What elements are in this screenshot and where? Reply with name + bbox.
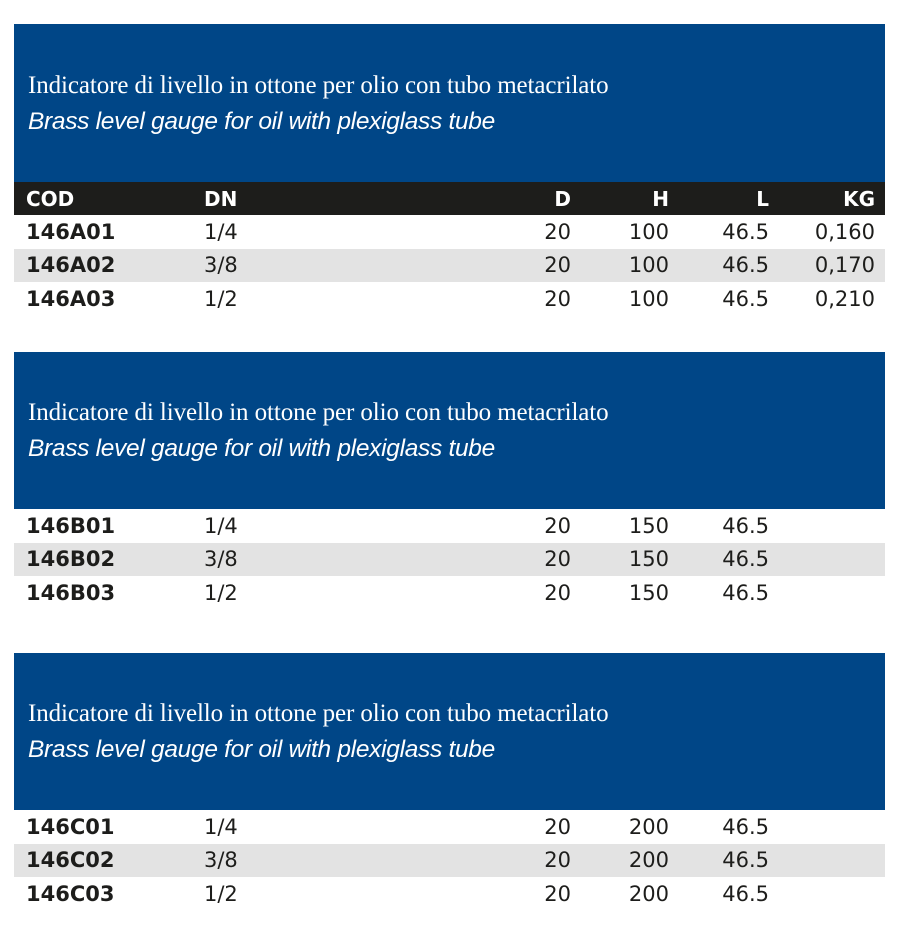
row-l: 46.5: [722, 219, 769, 244]
row-h: 200: [628, 814, 669, 839]
section-banner: [14, 352, 885, 509]
row-kg: 0,210: [814, 286, 875, 311]
row-l: 46.5: [722, 547, 769, 572]
table-row: [14, 877, 885, 911]
row-cod: 146C02: [26, 848, 115, 873]
product-section-a: [14, 24, 885, 316]
row-dn: 1/2: [204, 881, 238, 906]
row-d: 20: [544, 286, 571, 311]
table-row: [14, 576, 885, 610]
row-cod: 146B02: [26, 547, 116, 572]
row-d: 20: [544, 881, 571, 906]
table-row: [14, 509, 885, 543]
row-d: 20: [544, 848, 571, 873]
row-h: 200: [628, 881, 669, 906]
row-kg: 0,170: [814, 253, 875, 278]
header-kg: KG: [843, 186, 875, 211]
row-l: 46.5: [722, 253, 769, 278]
row-h: 100: [628, 286, 669, 311]
row-cod: 146C03: [26, 881, 115, 906]
section-title-english: Brass level gauge for oil with plexiglass tube: [28, 435, 495, 462]
section-title-italian: Indicatore di livello in ottone per olio con tubo metacrilato: [28, 700, 609, 727]
row-cod: 146A02: [26, 253, 116, 278]
row-l: 46.5: [722, 580, 769, 605]
row-h: 100: [628, 219, 669, 244]
section-title-english: Brass level gauge for oil with plexiglass tube: [28, 736, 495, 763]
row-kg: 0,160: [814, 219, 875, 244]
header-h: H: [652, 186, 669, 211]
row-cod: 146A03: [26, 286, 116, 311]
table-row: [14, 810, 885, 844]
table-row: [14, 543, 885, 577]
row-h: 150: [628, 513, 669, 538]
section-title-italian: Indicatore di livello in ottone per olio con tubo metacrilato: [28, 399, 609, 426]
table-row: [14, 249, 885, 283]
row-cod: 146B01: [26, 513, 116, 538]
table-row: [14, 844, 885, 878]
table-row: [14, 215, 885, 249]
header-l: L: [756, 186, 769, 211]
header-d: D: [554, 186, 571, 211]
row-dn: 1/4: [204, 219, 238, 244]
row-cod: 146A01: [26, 219, 116, 244]
row-dn: 1/2: [204, 580, 238, 605]
row-d: 20: [544, 814, 571, 839]
header-cod: COD: [26, 186, 75, 211]
row-dn: 3/8: [204, 848, 238, 873]
row-l: 46.5: [722, 848, 769, 873]
section-banner: [14, 24, 885, 182]
row-d: 20: [544, 253, 571, 278]
row-l: 46.5: [722, 286, 769, 311]
section-title-italian: Indicatore di livello in ottone per olio con tubo metacrilato: [28, 72, 609, 99]
row-dn: 3/8: [204, 253, 238, 278]
row-h: 150: [628, 580, 669, 605]
row-d: 20: [544, 513, 571, 538]
section-banner: [14, 653, 885, 810]
row-h: 200: [628, 848, 669, 873]
product-section-c: [14, 653, 885, 911]
row-cod: 146B03: [26, 580, 116, 605]
row-d: 20: [544, 547, 571, 572]
table-header-row: [14, 182, 885, 215]
section-title-english: Brass level gauge for oil with plexiglass tube: [28, 108, 495, 135]
row-dn: 1/2: [204, 286, 238, 311]
row-dn: 3/8: [204, 547, 238, 572]
row-dn: 1/4: [204, 814, 238, 839]
product-section-b: [14, 352, 885, 610]
row-l: 46.5: [722, 513, 769, 538]
row-d: 20: [544, 580, 571, 605]
row-d: 20: [544, 219, 571, 244]
row-h: 100: [628, 253, 669, 278]
row-dn: 1/4: [204, 513, 238, 538]
row-cod: 146C01: [26, 814, 115, 839]
row-l: 46.5: [722, 881, 769, 906]
table-row: [14, 282, 885, 316]
row-l: 46.5: [722, 814, 769, 839]
row-h: 150: [628, 547, 669, 572]
header-dn: DN: [204, 186, 238, 211]
